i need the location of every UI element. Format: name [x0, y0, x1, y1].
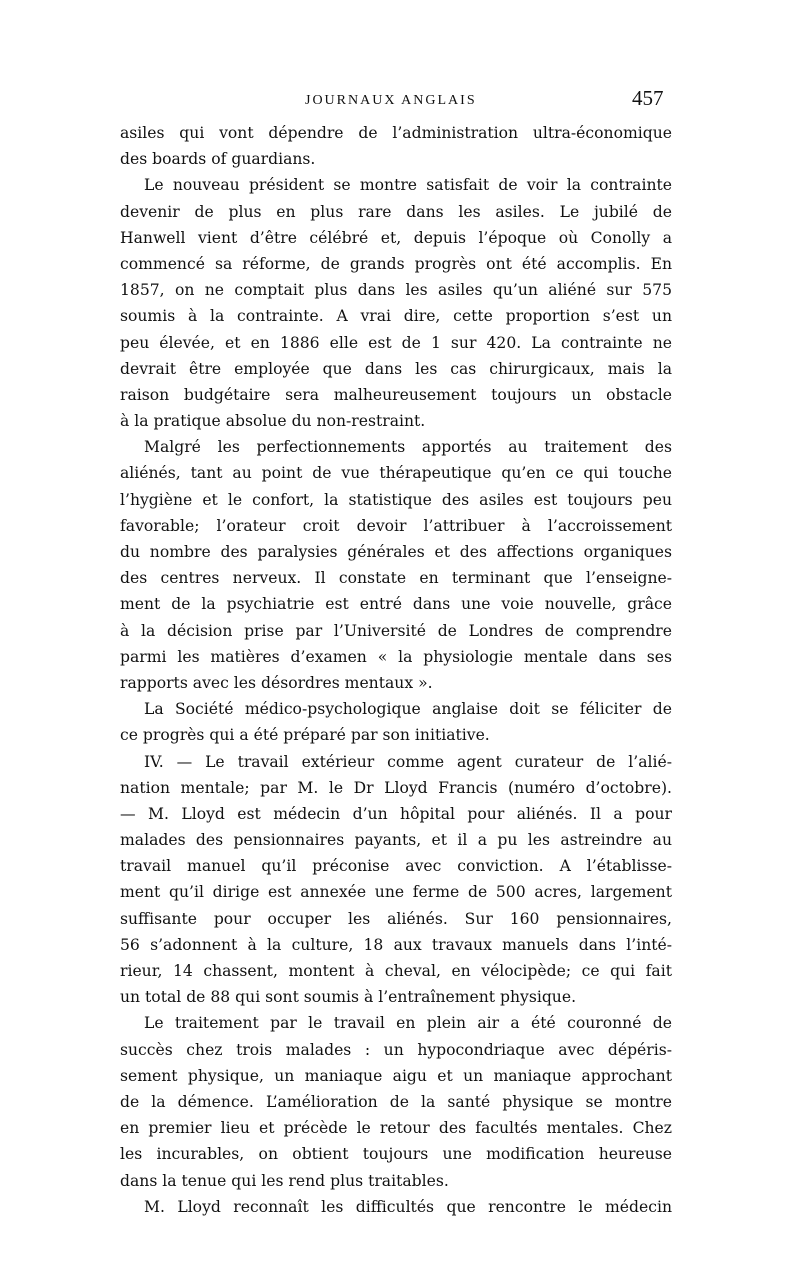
text-line: ce progrès qui a été préparé par son initiative.	[120, 726, 490, 745]
text-line: parmi les matières d’examen « la physiologie mentale dans ses	[120, 647, 672, 666]
text-line: commencé sa réforme, de grands progrès ont été accomplis. En	[120, 254, 672, 273]
page-number: 457	[632, 86, 664, 110]
text-line: favorable; l’orateur croit devoir l’attribuer à l’accroissement	[120, 516, 672, 535]
text-line: devenir de plus en plus rare dans les asiles. Le jubilé de	[120, 202, 672, 221]
text-line: dans la tenue qui les rend plus traitables.	[120, 1171, 449, 1190]
text-line: soumis à la contrainte. A vrai dire, cette proportion s’est un	[120, 307, 672, 326]
text-line: travail manuel qu’il préconise avec conviction. A l’établisse-	[120, 857, 672, 876]
text-line: les incurables, on obtient toujours une modification heureuse	[120, 1145, 672, 1164]
text-line: Le traitement par le travail en plein air a été couronné de	[144, 1014, 672, 1033]
text-line: des centres nerveux. Il constate en terminant que l’enseigne-	[120, 569, 672, 588]
text-line: devrait être employée que dans les cas chirurgicaux, mais la	[120, 359, 672, 378]
text-line: sement physique, un maniaque aigu et un maniaque approchant	[120, 1066, 672, 1085]
text-line: Hanwell vient d’être célébré et, depuis l’époque où Conolly a	[120, 228, 672, 247]
text-line: M. Lloyd reconnaît les difficultés que rencontre le médecin	[144, 1197, 672, 1216]
text-line: suffisante pour occuper les aliénés. Sur 160 pensionnaires,	[120, 909, 672, 928]
text-line: à la décision prise par l’Université de Londres de comprendre	[120, 621, 672, 640]
text-line: succès chez trois malades : un hypocondriaque avec dépéris-	[120, 1040, 672, 1059]
running-header-title: JOURNAUX ANGLAIS	[305, 93, 477, 108]
text-line: ment qu’il dirige est annexée une ferme de 500 acres, largement	[120, 883, 672, 902]
text-line: ment de la psychiatrie est entré dans une voie nouvelle, grâce	[120, 595, 672, 614]
text-line: Le nouveau président se montre satisfait de voir la contrainte	[144, 176, 672, 195]
text-line: de la démence. L’amélioration de la santé physique se montre	[120, 1092, 672, 1111]
body-text	[120, 120, 672, 1216]
text-line: nation mentale; par M. le Dr Lloyd Francis (numéro d’octobre).	[120, 778, 672, 797]
text-line: rapports avec les désordres mentaux ».	[120, 673, 433, 692]
text-line: 1857, on ne comptait plus dans les asiles qu’un aliéné sur 575	[120, 281, 672, 300]
text-line: rieur, 14 chassent, montent à cheval, en vélocipède; ce qui fait	[120, 962, 672, 980]
text-line: 56 s’adonnent à la culture, 18 aux travaux manuels dans l’inté-	[120, 935, 672, 954]
text-line: des boards of guardians.	[120, 150, 316, 169]
text-line: — M. Lloyd est médecin d’un hôpital pour aliénés. Il a pour	[120, 804, 672, 823]
text-line: peu élevée, et en 1886 elle est de 1 sur 420. La contrainte ne	[120, 333, 672, 352]
text-line: Malgré les perfectionnements apportés au traitement des	[144, 438, 672, 457]
text-line: raison budgétaire sera malheureusement toujours un obstacle	[120, 385, 672, 404]
text-line: du nombre des paralysies générales et des affections organiques	[120, 543, 672, 561]
text-line: à la pratique absolue du non-restraint.	[120, 412, 426, 431]
text-line: malades des pensionnaires payants, et il a pu les astreindre au	[120, 831, 672, 850]
text-line: en premier lieu et précède le retour des facultés mentales. Chez	[120, 1119, 672, 1138]
text-line: asiles qui vont dépendre de l’administration ultra-économique	[120, 124, 672, 142]
text-line: IV. — Le travail extérieur comme agent curateur de l’alié-	[144, 752, 672, 771]
text-line: l’hygiène et le confort, la statistique des asiles est toujours peu	[120, 490, 672, 509]
text-line: un total de 88 qui sont soumis à l’entraînement physique.	[120, 988, 577, 1007]
text-line: La Société médico-psychologique anglaise doit se féliciter de	[144, 700, 672, 719]
text-line: aliénés, tant au point de vue thérapeutique qu’en ce qui touche	[120, 464, 672, 483]
